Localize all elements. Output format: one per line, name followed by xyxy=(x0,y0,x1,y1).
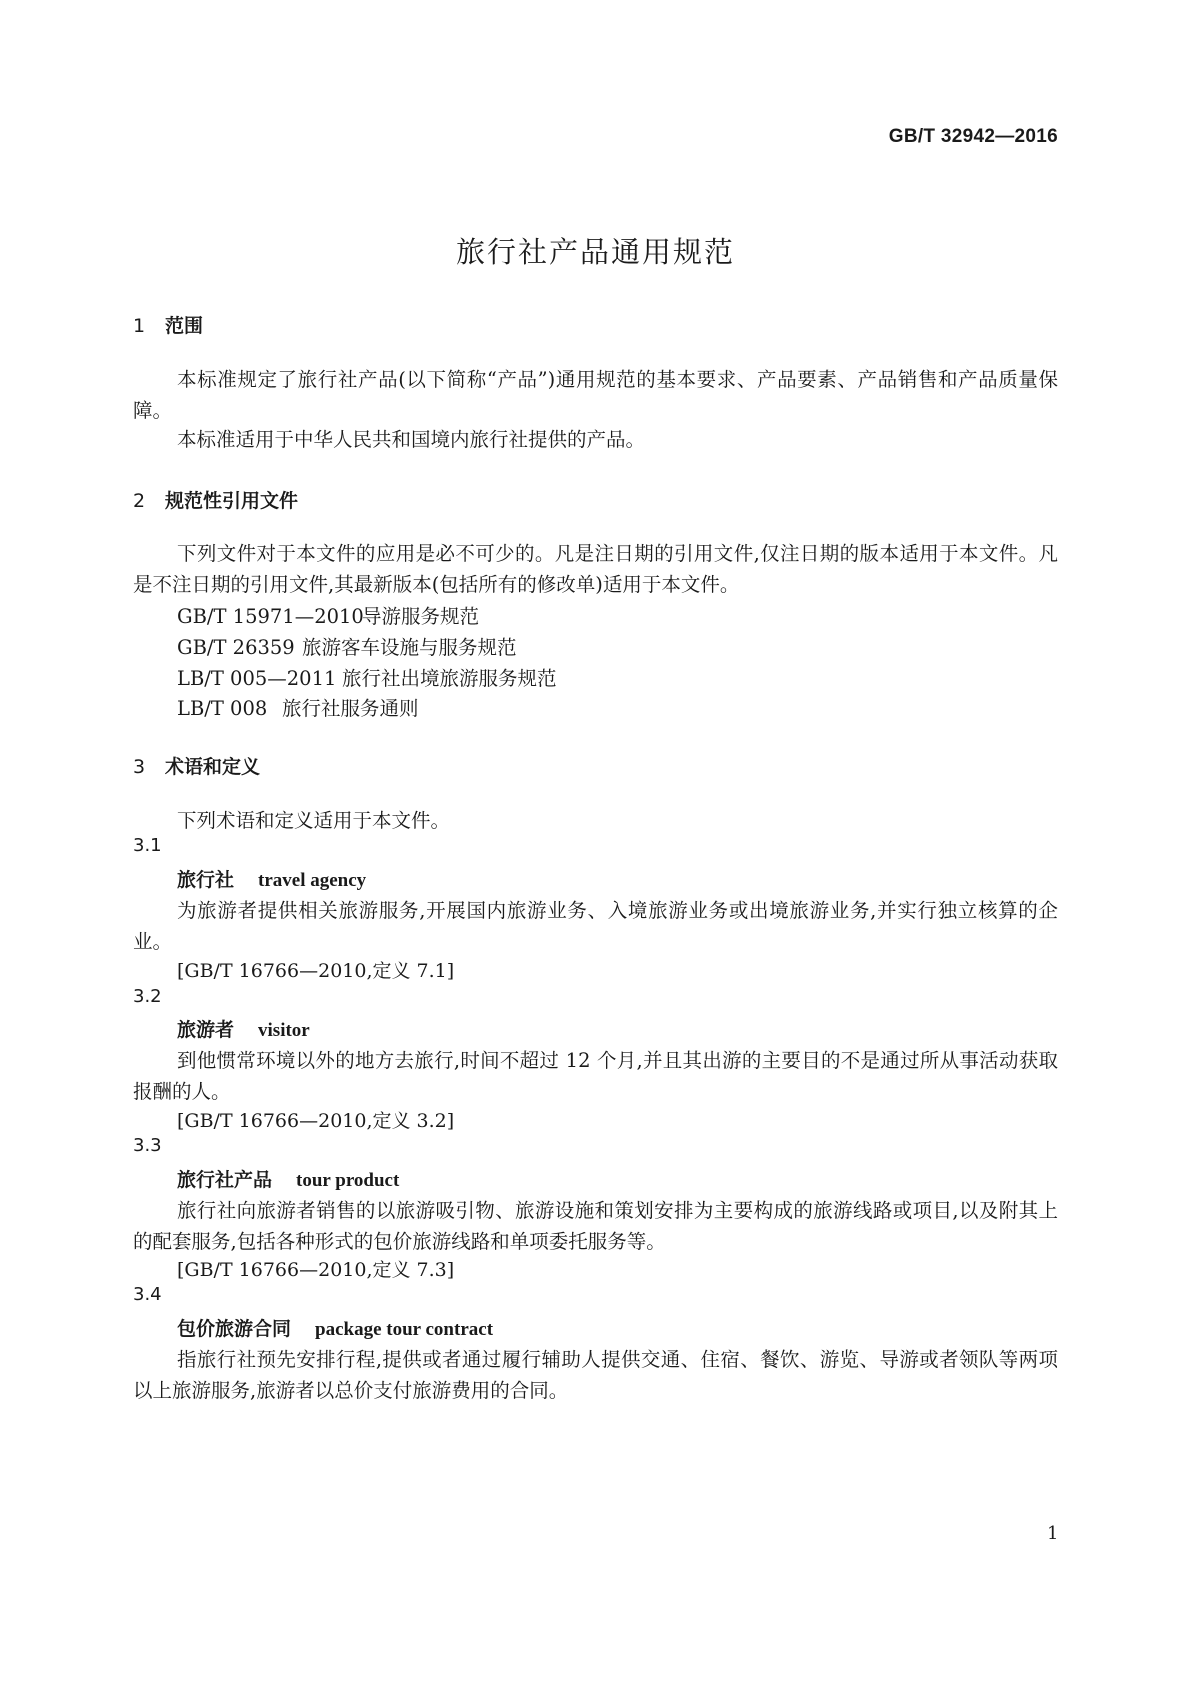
term-number: 3.3 xyxy=(133,1135,162,1156)
term-definition: 旅行社向旅游者销售的以旅游吸引物、旅游设施和策划安排为主要构成的旅游线路或项目,以及附其上的配套服务,包括各种形式的包价旅游线路和单项委托服务等。 xyxy=(133,1199,1058,1253)
scope-paragraph-2: 本标准适用于中华人民共和国境内旅行社提供的产品。 xyxy=(177,428,646,451)
term-entry xyxy=(177,1165,399,1192)
reference-name: 旅行社服务通则 xyxy=(282,697,419,720)
section-heading-scope xyxy=(133,311,203,338)
reference-item xyxy=(177,693,419,721)
section-title: 规范性引用文件 xyxy=(165,490,299,512)
term-en: tour product xyxy=(296,1170,400,1191)
term-entry xyxy=(177,865,366,892)
term-en: travel agency xyxy=(258,870,367,891)
section-number: 1 xyxy=(133,315,146,337)
term-entry xyxy=(177,1314,493,1341)
section-number: 2 xyxy=(133,490,146,512)
reference-code: GB/T 15971—2010 xyxy=(177,605,364,628)
page-number: 1 xyxy=(1047,1523,1059,1544)
term-number: 3.2 xyxy=(133,986,162,1007)
section-heading-references xyxy=(133,486,298,513)
section-title: 术语和定义 xyxy=(165,756,261,778)
term-en: visitor xyxy=(258,1020,310,1041)
section-heading-terms xyxy=(133,752,260,779)
reference-name: 导游服务规范 xyxy=(362,605,480,628)
term-entry xyxy=(177,1015,310,1042)
document-title: 旅行社产品通用规范 xyxy=(455,235,735,269)
term-source: [GB/T 16766—2010,定义 7.3] xyxy=(177,1259,455,1281)
term-definition: 为旅游者提供相关旅游服务,开展国内旅游业务、入境旅游业务或出境旅游业务,并实行独立核算的企业。 xyxy=(133,899,1058,953)
references-intro: 下列文件对于本文件的应用是必不可少的。凡是注日期的引用文件,仅注日期的版本适用于本文件。凡是不注日期的引用文件,其最新版本(包括所有的修改单)适用于本文件。 xyxy=(133,542,1058,596)
term-zh: 包价旅游合同 xyxy=(177,1318,292,1340)
term-source: [GB/T 16766—2010,定义 7.1] xyxy=(177,960,455,982)
term-source: [GB/T 16766—2010,定义 3.2] xyxy=(177,1110,455,1132)
reference-name: 旅游客车设施与服务规范 xyxy=(302,636,517,659)
term-number: 3.4 xyxy=(133,1284,162,1305)
term-definition: 到他惯常环境以外的地方去旅行,时间不超过 12 个月,并且其出游的主要目的不是通过所从事活动获取报酬的人。 xyxy=(133,1049,1058,1103)
reference-item xyxy=(177,663,557,691)
term-definition: 指旅行社预先安排行程,提供或者通过履行辅助人提供交通、住宿、餐饮、游览、导游或者领队等两项以上旅游服务,旅游者以总价支付旅游费用的合同。 xyxy=(133,1348,1058,1402)
scope-paragraph-1: 本标准规定了旅行社产品(以下简称“产品”)通用规范的基本要求、产品要素、产品销售和产品质量保障。 xyxy=(133,368,1058,422)
term-en: package tour contract xyxy=(315,1319,494,1340)
reference-code: LB/T 008 xyxy=(177,697,268,720)
section-title: 范围 xyxy=(165,315,204,337)
terms-intro: 下列术语和定义适用于本文件。 xyxy=(177,809,451,832)
reference-name: 旅行社出境旅游服务规范 xyxy=(342,667,557,690)
term-number: 3.1 xyxy=(133,835,162,856)
reference-item xyxy=(177,601,479,629)
reference-code: LB/T 005—2011 xyxy=(177,667,337,690)
term-zh: 旅行社 xyxy=(177,869,235,891)
reference-item xyxy=(177,632,517,660)
reference-code: GB/T 26359 xyxy=(177,636,295,659)
term-zh: 旅行社产品 xyxy=(177,1169,273,1191)
standard-code: GB/T 32942—2016 xyxy=(888,126,1058,147)
section-number: 3 xyxy=(133,756,146,778)
term-zh: 旅游者 xyxy=(177,1019,235,1041)
